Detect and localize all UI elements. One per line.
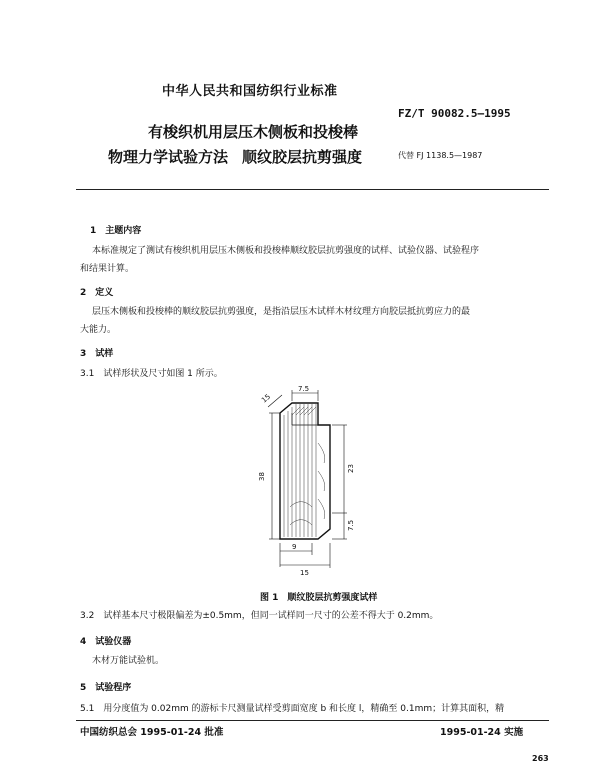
title-part-b: 顺纹胶层抗剪强度 — [242, 148, 363, 166]
section-2-text-line-2: 大能力。 — [80, 325, 117, 335]
clause-5-1: 5.1 用分度值为 0.02mm 的游标卡尺测量试样受剪面宽度 b 和长度 l，精确至 0.1mm；计算其面积，精 — [80, 704, 505, 714]
replaces-note: 代替 FJ 1138.5—1987 — [398, 151, 483, 160]
title-line-2 — [108, 146, 362, 167]
section-1-text-line-1: 本标准规定了测试有梭织机用层压木侧板和投梭棒顺纹胶层抗剪强度的试样、试验仪器、试验程序 — [92, 246, 480, 256]
dim-bottom-right: 7.5 — [347, 519, 355, 531]
section-2-text-line-1: 层压木侧板和投梭棒的顺纹胶层抗剪强度，是指沿层压木试样木材纹理方向胶层抵抗剪应力的最 — [92, 307, 471, 317]
header-rule — [76, 189, 549, 190]
standard-number: FZ/T 90082.5—1995 — [398, 107, 511, 120]
specimen-outline — [280, 403, 330, 539]
section-4-text: 木材万能试验机。 — [92, 656, 165, 666]
dim-bottom-inner: 9 — [292, 543, 297, 551]
dim-height-left: 38 — [258, 472, 266, 481]
title-line-1: 有梭织机用层压木侧板和投梭棒 — [148, 123, 359, 141]
page-number: 263 — [532, 754, 549, 763]
footer-rule — [76, 720, 549, 721]
approval-line: 中国纺织总会 1995-01-24 批准 — [80, 727, 224, 738]
dim-top: 7.5 — [298, 385, 310, 393]
section-1-text-line-2: 和结果计算。 — [80, 264, 135, 274]
specimen-figure — [240, 385, 370, 585]
title-part-a: 物理力学试验方法 — [108, 148, 229, 166]
dim-bottom-total: 15 — [300, 569, 309, 577]
issuing-organization: 中华人民共和国纺织行业标准 — [162, 84, 338, 99]
section-5-heading: 5 试验程序 — [80, 683, 132, 693]
figure-caption: 图 1 顺纹胶层抗剪强度试样 — [260, 593, 378, 603]
clause-3-2: 3.2 试样基本尺寸极限偏差为±0.5mm，但同一试样同一尺寸的公差不得大于 0.2mm。 — [80, 611, 439, 621]
clause-3-1: 3.1 试样形状及尺寸如图 1 所示。 — [80, 369, 223, 379]
section-2-heading: 2 定义 — [80, 288, 114, 298]
section-1-heading: 1 主题内容 — [90, 226, 142, 236]
dim-diagonal: 15 — [260, 392, 273, 405]
dim-height-right: 23 — [347, 464, 355, 473]
effective-line: 1995-01-24 实施 — [440, 727, 524, 738]
section-4-heading: 4 试验仪器 — [80, 637, 132, 647]
section-3-heading: 3 试样 — [80, 349, 114, 359]
